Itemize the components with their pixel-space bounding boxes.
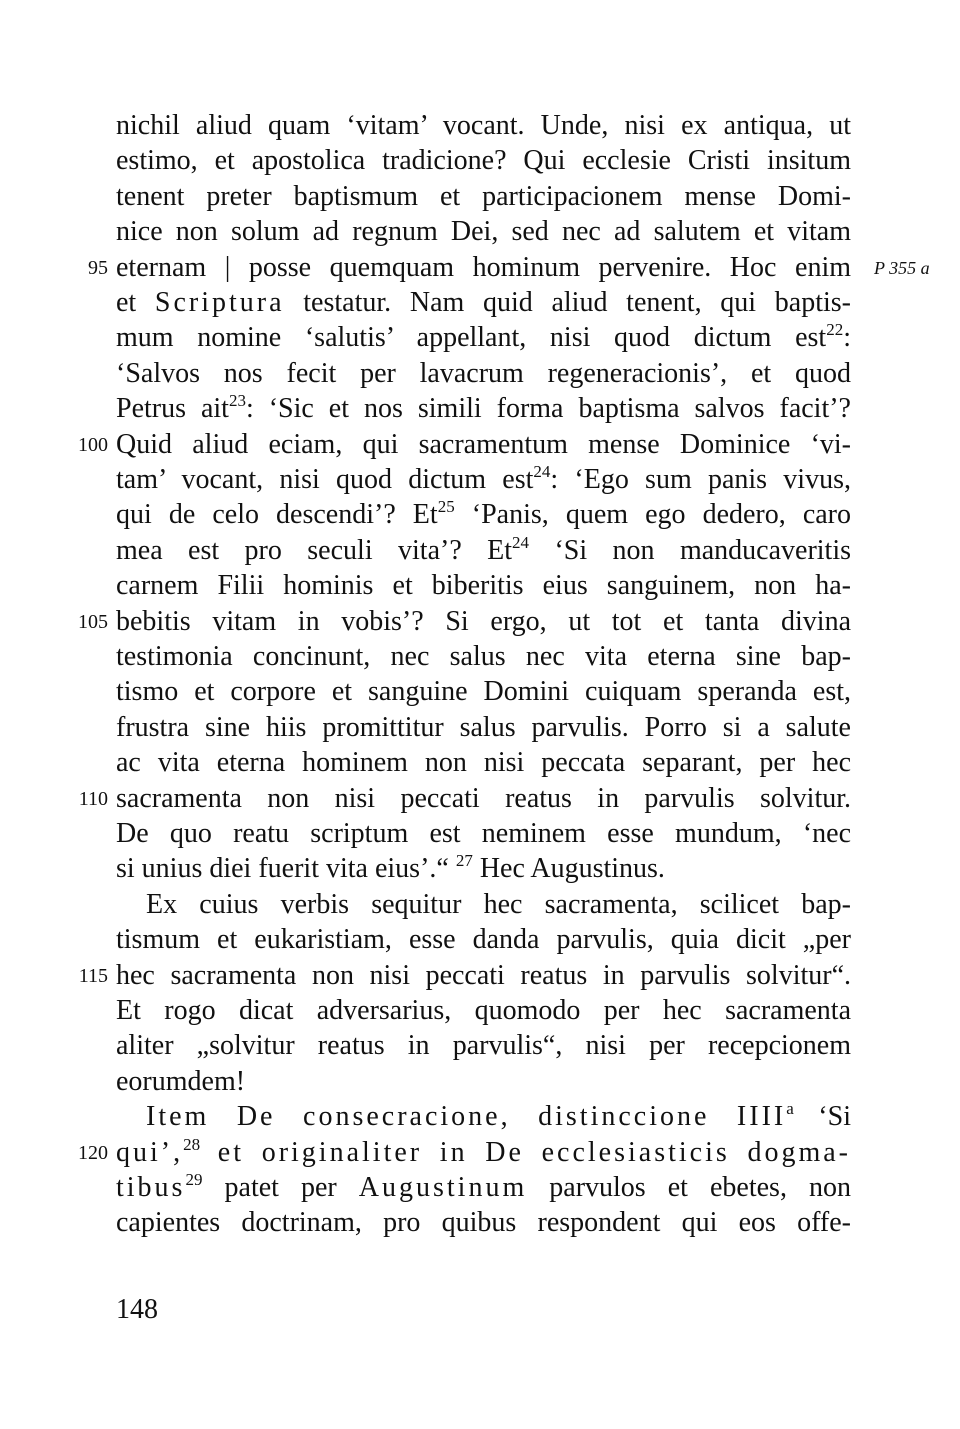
text-run: eorumdem! bbox=[116, 1066, 246, 1097]
text-run: qui de celo descendi’? Et bbox=[116, 499, 438, 530]
footnote-reference: a bbox=[786, 1099, 794, 1118]
text-run: aliter „solvitur reatus in parvulis“, nisi per recepcionem bbox=[116, 1030, 851, 1061]
text-run: carnem Filii hominis et biberitis eius sanguinem, non ha- bbox=[116, 570, 851, 601]
margin-page-reference: P 355 a bbox=[874, 258, 930, 278]
text-line bbox=[116, 143, 851, 179]
text-line bbox=[116, 922, 851, 958]
text-line bbox=[116, 1170, 851, 1206]
text-run: testimonia concinunt, nec salus nec vita eterna sine bap- bbox=[116, 641, 851, 672]
text-run: et bbox=[116, 287, 155, 318]
line-number: 105 bbox=[78, 611, 108, 633]
footnote-reference: 22 bbox=[826, 320, 844, 339]
text-line bbox=[116, 993, 851, 1029]
text-run: parvulos et ebetes, non bbox=[527, 1172, 851, 1203]
text-line bbox=[116, 320, 851, 356]
text-run: frustra sine hiis promittitur salus parvulis. Porro si a salute bbox=[116, 712, 851, 743]
text-line bbox=[116, 958, 851, 994]
text-line bbox=[116, 533, 851, 569]
text-line bbox=[116, 108, 851, 144]
line-number: 110 bbox=[78, 788, 108, 810]
text-run: : ‘Ego sum panis vivus, bbox=[550, 464, 851, 495]
text-line bbox=[146, 887, 851, 923]
text-line bbox=[116, 1064, 851, 1100]
footnote-reference: 27 bbox=[455, 851, 473, 870]
text-run: sacramenta non nisi peccati reatus in parvulis solvitur. bbox=[116, 783, 851, 814]
text-run: : ‘Sic et nos simili forma baptisma salvos facit’? bbox=[245, 393, 851, 424]
text-run: : bbox=[843, 322, 851, 353]
page-number: 148 bbox=[116, 1294, 158, 1325]
text-line bbox=[116, 639, 851, 675]
text-run: estimo, et apostolica tradicione? Qui ecclesie Cristi insitum bbox=[116, 145, 851, 176]
spaced-text: et originaliter in De ecclesiasticis dogma- bbox=[200, 1137, 851, 1168]
text-run: mea est pro seculi vita’? Et bbox=[116, 535, 513, 566]
text-line bbox=[116, 781, 851, 817]
text-run: Et rogo dicat adversarius, quomodo per hec sacramenta bbox=[116, 995, 851, 1026]
text-line bbox=[116, 427, 851, 463]
spaced-text: Augustinum bbox=[358, 1172, 528, 1203]
text-line bbox=[116, 179, 851, 215]
spaced-text: qui’, bbox=[116, 1137, 184, 1168]
text-line bbox=[116, 674, 851, 710]
text-line bbox=[116, 391, 851, 427]
text-run: tismo et corpore et sanguine Domini cuiquam speranda est, bbox=[116, 676, 851, 707]
text-run: eternam | posse quemquam hominum pervenire. Hoc enim bbox=[116, 252, 851, 283]
spaced-text: Item De consecracione, distinccione IIII bbox=[146, 1101, 787, 1132]
text-line bbox=[116, 1205, 851, 1241]
footnote-reference: 23 bbox=[228, 391, 246, 410]
line-number: 100 bbox=[78, 434, 108, 456]
text-run: ‘Si non manducaveritis bbox=[529, 535, 851, 566]
text-run: si unius diei fuerit vita eius’.“ bbox=[116, 853, 456, 884]
spaced-text: tibus bbox=[116, 1172, 186, 1203]
footnote-reference: 24 bbox=[512, 533, 530, 552]
text-line bbox=[116, 214, 851, 250]
text-line bbox=[116, 816, 851, 852]
text-run: testatur. Nam quid aliud tenent, qui baptis- bbox=[284, 287, 851, 318]
text-run: tenent preter baptismum et participacionem mense Domi- bbox=[116, 181, 851, 212]
text-run: hec sacramenta non nisi peccati reatus in parvulis solvitur“. bbox=[116, 960, 851, 991]
text-line bbox=[116, 604, 851, 640]
footnote-reference: 24 bbox=[533, 462, 551, 481]
text-run: Ex cuius verbis sequitur hec sacramenta, scilicet bap- bbox=[146, 889, 851, 920]
text-run: bebitis vitam in vobis’? Si ergo, ut tot et tanta divina bbox=[116, 606, 851, 637]
text-line bbox=[116, 356, 851, 392]
text-line bbox=[116, 250, 851, 286]
text-run: ‘Panis, quem ego dedero, caro bbox=[454, 499, 851, 530]
text-line bbox=[146, 1099, 851, 1135]
text-run: Petrus ait bbox=[116, 393, 229, 424]
text-run: ‘Si bbox=[793, 1101, 851, 1132]
text-line bbox=[116, 462, 851, 498]
footnote-reference: 25 bbox=[437, 497, 455, 516]
text-line bbox=[116, 497, 851, 533]
text-line bbox=[116, 568, 851, 604]
footnote-reference: 29 bbox=[185, 1170, 203, 1189]
line-number: 115 bbox=[78, 965, 108, 987]
text-line bbox=[116, 285, 851, 321]
text-run: tam’ vocant, nisi quod dictum est bbox=[116, 464, 534, 495]
text-run: patet per bbox=[202, 1172, 359, 1203]
line-number: 95 bbox=[88, 257, 108, 279]
text-line bbox=[116, 851, 851, 887]
text-run: Hec Augustinus. bbox=[472, 853, 665, 884]
text-run: mum nomine ‘salutis’ appellant, nisi quod dictum est bbox=[116, 322, 827, 353]
line-number: 120 bbox=[78, 1142, 108, 1164]
text-run: De quo reatu scriptum est neminem esse mundum, ‘nec bbox=[116, 818, 851, 849]
text-line bbox=[116, 1135, 851, 1171]
text-line bbox=[116, 1028, 851, 1064]
text-run: nice non solum ad regnum Dei, sed nec ad salutem et vitam bbox=[116, 216, 851, 247]
text-run: capientes doctrinam, pro quibus respondent qui eos offe- bbox=[116, 1207, 851, 1238]
text-run: tismum et eukaristiam, esse danda parvulis, quia dicit „per bbox=[116, 924, 851, 955]
text-run: nichil aliud quam ‘vitam’ vocant. Unde, nisi ex antiqua, ut bbox=[116, 110, 851, 141]
text-line bbox=[116, 710, 851, 746]
text-run: Quid aliud eciam, qui sacramentum mense Dominice ‘vi- bbox=[116, 429, 851, 460]
text-run: ac vita eterna hominem non nisi peccata separant, per hec bbox=[116, 747, 851, 778]
spaced-text: Scriptura bbox=[154, 287, 285, 318]
text-run: ‘Salvos nos fecit per lavacrum regeneracionis’, et quod bbox=[116, 358, 851, 389]
text-line bbox=[116, 745, 851, 781]
footnote-reference: 28 bbox=[183, 1135, 201, 1154]
